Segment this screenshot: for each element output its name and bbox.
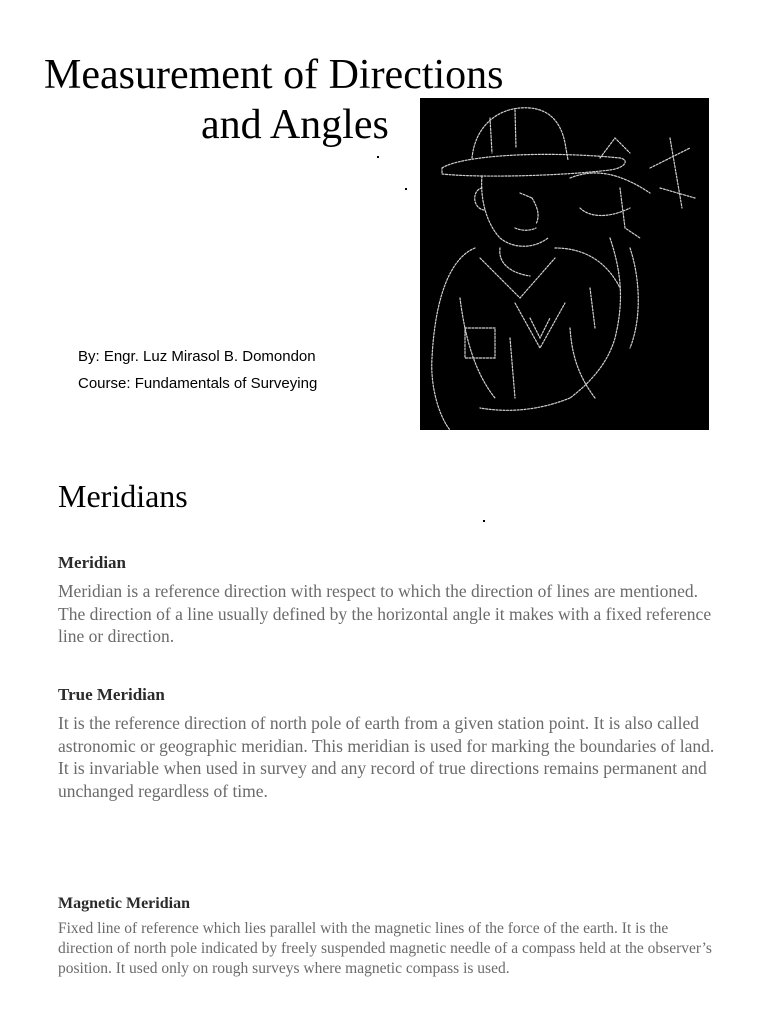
meridian-body: Meridian is a reference direction with respect to which the direction of lines are mentioned. The direction of a line usually defined by the horizontal angle it makes with a fixed reference line or direction.	[58, 581, 712, 646]
surveyor-photo	[420, 98, 709, 430]
magnetic-meridian-title: Magnetic Meridian	[58, 895, 190, 912]
magnetic-meridian-body: Fixed line of reference which lies parallel with the magnetic lines of the force of the earth. It is the direction of north pole indicated by freely suspended magnetic needle of a compass held at the observer’s position. It used only on rough surveys where magnetic compass is used.	[58, 920, 712, 977]
section-heading: Meridians	[58, 478, 188, 514]
meridian-section	[58, 552, 718, 648]
stray-dot	[377, 156, 379, 158]
surveyor-silhouette-icon	[420, 98, 709, 430]
true-meridian-body: It is the reference direction of north pole of earth from a given station point. It is also called astronomic or geographic meridian. This meridian is used for marking the boundaries of land. It is invariable when used in survey and any record of true directions remains permanent and unchanged regardless of time.	[58, 713, 715, 801]
stray-dot	[405, 188, 407, 190]
true-meridian-title: True Meridian	[58, 685, 165, 704]
stray-dot	[483, 520, 485, 522]
slide-title	[44, 50, 504, 150]
true-meridian-section	[58, 684, 718, 802]
title-slide	[0, 0, 768, 460]
slide-title-line2: and Angles	[201, 102, 389, 148]
meridians-slide	[0, 460, 768, 1024]
author-line: By: Engr. Luz Mirasol B. Domondon	[78, 348, 316, 365]
magnetic-meridian-section	[58, 893, 718, 979]
meridian-title: Meridian	[58, 553, 126, 572]
byline	[78, 343, 317, 397]
course-line: Course: Fundamentals of Surveying	[78, 375, 318, 392]
slide-title-line1: Measurement of Directions	[44, 52, 504, 98]
